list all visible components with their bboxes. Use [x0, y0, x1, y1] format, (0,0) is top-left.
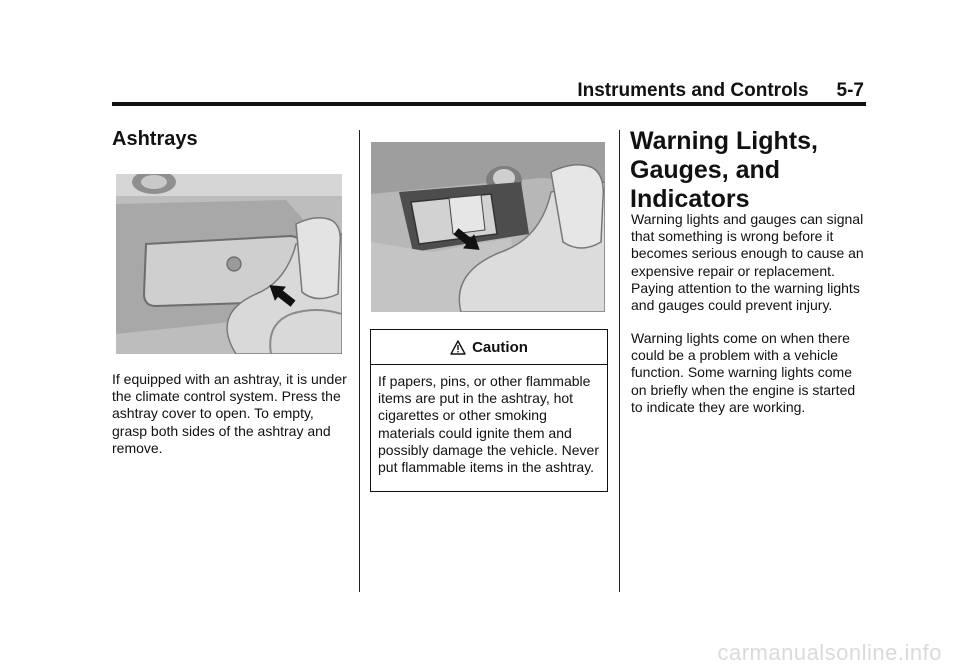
ashtrays-paragraph: If equipped with an ashtray, it is under the climate control system. Press the ashtray cover to open. To empty, grasp both sides of the ashtray and remove. — [112, 371, 347, 456]
column-divider-right — [619, 130, 620, 592]
caution-box — [370, 329, 608, 492]
page-number: 5-7 — [836, 80, 864, 101]
caution-text: If papers, pins, or other flammable items are put in the ashtray, hot cigarettes or other smoking materials could ignite them and possibly damage the vehicle. Never put flammable items in the ashtray. — [378, 373, 600, 476]
watermark: carmanualsonline.info — [717, 640, 942, 665]
warning-paragraph-1: Warning lights and gauges can signal that something is wrong before it becomes serious enough to cause an expensive repair or replacement. Paying attention to the warning lights and gauges could prevent injury. — [631, 211, 864, 314]
column-divider-left — [359, 130, 360, 592]
header-rule — [112, 102, 866, 106]
ashtray-closed-illustration — [116, 174, 342, 354]
running-header — [577, 80, 864, 102]
caution-header — [371, 330, 607, 365]
warning-paragraph-2: Warning lights come on when there could be a problem with a vehicle function. Some warning lights come on briefly when the engine is started to indicate they are working. — [631, 330, 856, 415]
section-title: Instruments and Controls — [577, 80, 809, 101]
ashtray-open-illustration — [371, 142, 605, 312]
warning-triangle-icon — [450, 340, 466, 355]
caution-label: Caution — [472, 338, 528, 356]
ashtrays-heading: Ashtrays — [112, 128, 198, 150]
warning-lights-heading: Warning Lights, Gauges, and Indicators — [630, 127, 818, 213]
